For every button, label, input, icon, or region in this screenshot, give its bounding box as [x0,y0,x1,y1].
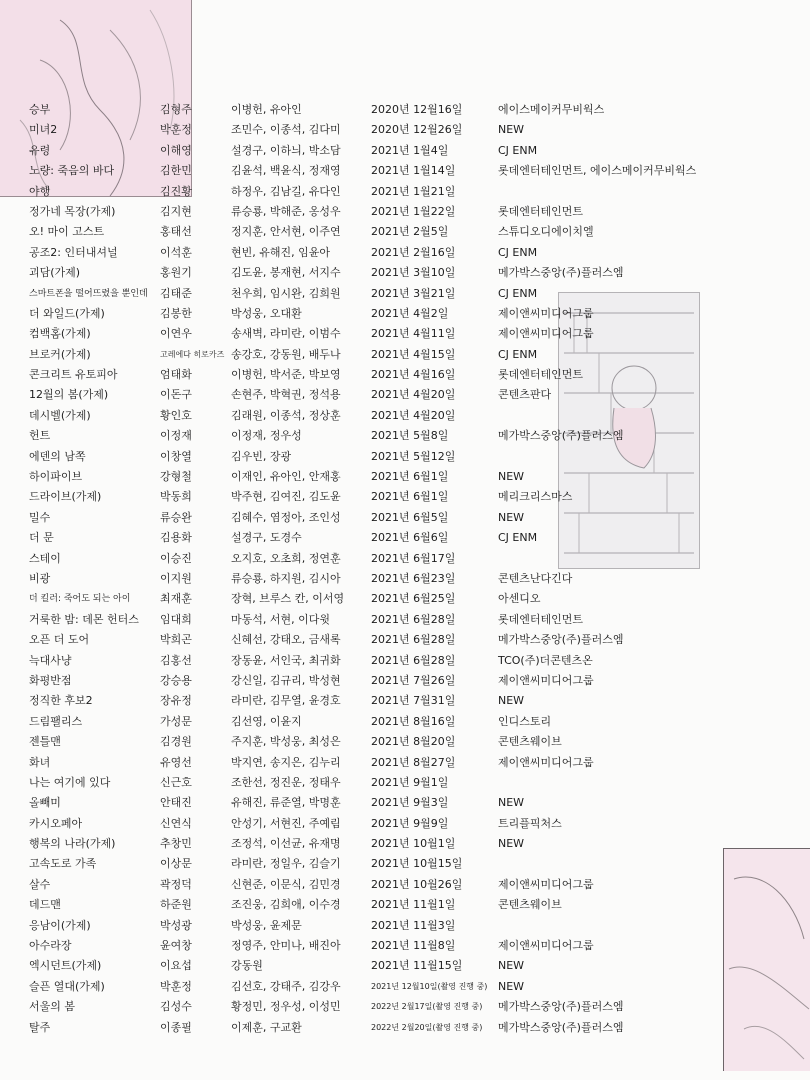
film-date: 2020년 12월26일 [371,123,463,137]
film-row [0,793,810,813]
film-director: 이상문 [160,857,192,871]
film-cast: 장혁, 브루스 칸, 이서영 [231,592,345,606]
film-cast: 유해진, 류준열, 박명훈 [231,796,341,810]
film-cast: 박성웅, 오대환 [231,306,302,320]
film-row [0,1018,810,1038]
film-title: 아수라장 [29,939,72,953]
film-title: 살수 [29,877,51,891]
film-row [0,916,810,936]
film-date: 2021년 2월16일 [371,245,456,259]
film-cast: 신혜선, 강태오, 금새록 [231,633,341,647]
film-row [0,732,810,752]
film-date: 2021년 4월2일 [371,306,449,320]
film-date: 2021년 3월10일 [371,266,456,280]
film-row [0,284,810,304]
film-distributor: CJ ENM [498,143,538,157]
film-row [0,610,810,630]
film-distributor: 콘텐츠웨이브 [498,898,562,912]
film-title: 젠틀맨 [29,735,61,749]
film-date: 2021년 9월1일 [371,775,449,789]
film-director: 곽정덕 [160,877,192,891]
film-director: 김한민 [160,164,192,178]
film-row [0,406,810,426]
film-row [0,508,810,528]
film-title: 미녀2 [29,123,58,137]
film-cast: 신현준, 이문식, 김민경 [231,877,341,891]
film-distributor: 트리플픽처스 [498,816,562,830]
film-row [0,345,810,365]
film-row [0,528,810,548]
film-date: 2021년 4월20일 [371,408,456,422]
film-director: 강승용 [160,673,192,687]
film-cast: 박성웅, 윤제문 [231,918,302,932]
film-director: 김홍선 [160,653,192,667]
film-row [0,385,810,405]
film-date: 2021년 8월16일 [371,714,456,728]
film-distributor: NEW [498,959,525,973]
film-title: 화평반점 [29,673,72,687]
film-distributor: 메가박스중앙(주)플러스엠 [498,633,624,647]
film-date: 2021년 10월1일 [371,837,456,851]
film-cast: 장동윤, 서인국, 최귀화 [231,653,341,667]
film-title: 고속도로 가족 [29,857,97,871]
film-title: 엑시던트(가제) [29,959,102,973]
film-title: 컴백홈(가제) [29,327,91,341]
film-row [0,263,810,283]
film-title: 야행 [29,184,51,198]
film-distributor: 콘텐츠판다 [498,388,552,402]
film-row [0,487,810,507]
film-director: 홍태선 [160,225,192,239]
film-cast: 천우희, 임시완, 김희원 [231,286,341,300]
film-director: 김태준 [160,286,192,300]
film-distributor: 인디스토리 [498,714,552,728]
film-title: 행복의 나라(가제) [29,837,116,851]
film-date: 2021년 9월3일 [371,796,449,810]
film-date: 2021년 2월5일 [371,225,449,239]
film-row [0,141,810,161]
film-title: 스마트폰을 떨어뜨렸을 뿐인데 [29,288,148,299]
film-cast: 이병헌, 유아인 [231,103,302,116]
film-date: 2021년 6월28일 [371,653,456,667]
film-date: 2021년 5월12일 [371,449,456,463]
film-date: 2021년 11월15일 [371,959,463,973]
film-director: 신근호 [160,775,192,789]
film-title: 밀수 [29,510,51,524]
film-row [0,426,810,446]
film-row [0,895,810,915]
film-cast: 황정민, 정우성, 이성민 [231,1000,341,1014]
film-title: 승부 [29,103,51,116]
film-title: 슬픈 열대(가제) [29,979,105,993]
film-row [0,161,810,181]
film-date: 2021년 1월22일 [371,204,456,218]
film-distributor: 콘텐츠웨이브 [498,735,562,749]
film-row [0,324,810,344]
film-cast: 김도윤, 봉재현, 서지수 [231,266,341,280]
film-director: 안태진 [160,796,192,810]
film-date: 2021년 11월1일 [371,898,456,912]
film-date: 2021년 8월27일 [371,755,456,769]
film-director: 이정재 [160,429,192,443]
film-title: 정직한 후보2 [29,694,93,708]
film-row [0,549,810,569]
film-date: 2021년 6월1일 [371,470,449,484]
film-title: 비광 [29,571,51,585]
film-distributor: 제이앤씨미디어그룹 [498,306,594,320]
film-date: 2021년 12월10일(촬영 진행 중) [371,981,488,991]
film-director: 박동희 [160,490,192,504]
film-distributor: 스튜디오디에이치엘 [498,225,594,239]
film-distributor: 롯데엔터테인먼트 [498,612,584,626]
film-row [0,854,810,874]
film-distributor: CJ ENM [498,531,538,545]
film-cast: 류승룡, 하지원, 김시아 [231,571,341,585]
film-title: 오픈 더 도어 [29,633,90,647]
film-distributor: 롯데엔터테인먼트 [498,204,584,218]
film-date: 2022년 2월17일(촬영 진행 중) [371,1002,483,1012]
film-row [0,100,810,120]
film-cast: 김선호, 강태주, 김강우 [231,979,341,993]
film-distributor: NEW [498,510,525,524]
film-director: 박성광 [160,918,192,932]
film-cast: 박주현, 김여진, 김도윤 [231,490,341,504]
film-director: 이지원 [160,571,192,585]
film-date: 2021년 1월21일 [371,184,456,198]
film-director: 이종필 [160,1020,192,1034]
film-title: 올빼미 [29,796,61,810]
film-director: 신연식 [160,816,192,830]
film-cast: 마동석, 서현, 이다윗 [231,612,330,626]
film-distributor: 아센디오 [498,592,541,606]
film-cast: 안성기, 서현진, 주예림 [231,816,341,830]
film-title: 데시벨(가제) [29,408,91,422]
film-title: 오! 마이 고스트 [29,225,105,239]
film-director: 임대희 [160,612,192,626]
film-row [0,589,810,609]
film-title: 정가네 목장(가제) [29,204,116,218]
film-title: 응남이(가제) [29,918,91,932]
film-cast: 이재인, 유아인, 안재홍 [231,470,341,484]
film-row [0,569,810,589]
film-row [0,120,810,140]
film-director: 이승진 [160,551,192,565]
film-director: 김봉한 [160,306,192,320]
film-distributor: CJ ENM [498,245,538,259]
film-cast: 정영주, 안미나, 배진아 [231,939,341,953]
film-distributor: NEW [498,979,525,993]
film-row [0,753,810,773]
film-row [0,814,810,834]
film-cast: 김선영, 이윤지 [231,714,302,728]
film-cast: 강동원 [231,959,263,973]
film-distributor: 제이앤씨미디어그룹 [498,755,594,769]
film-distributor: 롯데엔터테인먼트, 에이스메이커무비웍스 [498,164,697,178]
film-director: 최재훈 [160,592,192,606]
film-distributor: 메가박스중앙(주)플러스엠 [498,1000,624,1014]
film-date: 2021년 6월17일 [371,551,456,565]
film-distributor: TCO(주)더콘텐츠온 [498,653,593,667]
film-cast: 박지연, 송지은, 김누리 [231,755,341,769]
film-cast: 강신일, 김규리, 박성현 [231,673,341,687]
film-director: 장유정 [160,694,192,708]
film-distributor: 메가박스중앙(주)플러스엠 [498,429,624,443]
film-date: 2021년 5월8일 [371,429,449,443]
film-title: 카시오페아 [29,816,83,830]
film-director: 황인호 [160,408,192,422]
film-cast: 주지훈, 박성웅, 최성은 [231,735,341,749]
film-director: 이연우 [160,327,192,341]
film-title: 공조2: 인터내셔널 [29,245,118,259]
film-title: 괴담(가제) [29,266,81,280]
film-distributor: 제이앤씨미디어그룹 [498,673,594,687]
film-cast: 이정재, 정우성 [231,429,302,443]
film-director: 이해영 [160,143,192,157]
film-director: 김경원 [160,735,192,749]
film-cast: 정지훈, 안서현, 이주연 [231,225,341,239]
film-cast: 송강호, 강동원, 배두나 [231,347,341,361]
film-row [0,304,810,324]
film-title: 12월의 봄(가제) [29,388,109,402]
film-title: 드림팰리스 [29,714,83,728]
film-title: 더 문 [29,531,54,545]
film-cast: 송새벽, 라미란, 이범수 [231,327,341,341]
film-row [0,467,810,487]
film-date: 2021년 6월23일 [371,571,456,585]
film-row [0,671,810,691]
film-date: 2021년 4월11일 [371,327,456,341]
film-distributor: CJ ENM [498,347,538,361]
film-cast: 김래원, 이종석, 정상훈 [231,408,341,422]
film-cast: 조한선, 정진운, 정태우 [231,775,341,789]
film-date: 2021년 3월21일 [371,286,456,300]
film-distributor: 메가박스중앙(주)플러스엠 [498,266,624,280]
film-row [0,712,810,732]
film-director: 하준원 [160,898,192,912]
film-cast: 설경구, 이하늬, 박소담 [231,143,341,157]
film-release-list [0,100,810,1038]
film-date: 2021년 6월28일 [371,612,456,626]
film-title: 노량: 죽음의 바다 [29,164,115,178]
film-cast: 류승룡, 박해준, 옹성우 [231,204,341,218]
film-title: 브로커(가제) [29,347,91,361]
film-distributor: CJ ENM [498,286,538,300]
film-date: 2021년 7월31일 [371,694,456,708]
film-date: 2021년 6월6일 [371,531,449,545]
film-cast: 이병헌, 박서준, 박보영 [231,368,341,382]
film-director: 유영선 [160,755,192,769]
film-row [0,243,810,263]
film-title: 탈주 [29,1020,51,1034]
film-director: 김형주 [160,103,192,116]
film-director: 박훈정 [160,123,192,137]
film-date: 2021년 11월3일 [371,918,456,932]
film-row [0,691,810,711]
film-date: 2021년 10월26일 [371,877,463,891]
film-distributor: NEW [498,470,525,484]
film-row [0,222,810,242]
film-row [0,997,810,1017]
film-cast: 이제훈, 구교환 [231,1020,302,1034]
film-title: 더 와일드(가제) [29,306,105,320]
film-date: 2021년 1월4일 [371,143,449,157]
film-cast: 라미란, 정일우, 김슬기 [231,857,341,871]
film-date: 2021년 1월14일 [371,164,456,178]
film-director: 홍원기 [160,266,192,280]
film-row [0,875,810,895]
film-director: 강형철 [160,470,192,484]
film-director: 이요섭 [160,959,192,973]
film-cast: 현빈, 유해진, 임윤아 [231,245,330,259]
film-date: 2022년 2월20일(촬영 진행 중) [371,1022,483,1032]
film-distributor: 콘텐츠난다긴다 [498,571,573,585]
film-director: 김용화 [160,531,192,545]
film-cast: 하정우, 김남길, 유다인 [231,184,341,198]
film-title: 드라이브(가제) [29,490,102,504]
film-row [0,773,810,793]
film-director: 추창민 [160,837,192,851]
film-row [0,365,810,385]
film-date: 2021년 11월8일 [371,939,456,953]
film-row [0,182,810,202]
film-date: 2021년 6월1일 [371,490,449,504]
film-row [0,447,810,467]
film-date: 2021년 4월20일 [371,388,456,402]
film-distributor: 메리크리스마스 [498,490,573,504]
film-row [0,630,810,650]
film-distributor: 롯데엔터테인먼트 [498,368,584,382]
film-title: 하이파이브 [29,470,83,484]
film-row [0,202,810,222]
film-date: 2021년 4월15일 [371,347,456,361]
film-cast: 설경구, 도경수 [231,531,302,545]
film-director: 이석훈 [160,245,192,259]
film-date: 2021년 6월28일 [371,633,456,647]
film-cast: 손현주, 박혁권, 정석용 [231,388,341,402]
film-cast: 조진웅, 김희애, 이수경 [231,898,341,912]
film-distributor: 제이앤씨미디어그룹 [498,939,594,953]
film-director: 류승완 [160,510,192,524]
film-distributor: NEW [498,694,525,708]
film-date: 2021년 6월5일 [371,510,449,524]
film-row [0,936,810,956]
film-title: 더 킬러: 죽어도 되는 아이 [29,594,131,605]
film-title: 콘크리트 유토피아 [29,368,118,382]
film-director: 고레에다 히로카즈 [160,349,225,359]
film-director: 엄태화 [160,368,192,382]
film-director: 윤여창 [160,939,192,953]
film-cast: 김혜수, 염정아, 조인성 [231,510,341,524]
film-distributor: 제이앤씨미디어그룹 [498,877,594,891]
film-date: 2020년 12월16일 [371,103,463,116]
film-date: 2021년 4월16일 [371,368,456,382]
film-distributor: NEW [498,837,525,851]
film-director: 이돈구 [160,388,192,402]
film-director: 가성문 [160,714,192,728]
film-distributor: NEW [498,796,525,810]
film-director: 박훈정 [160,979,192,993]
film-director: 이창열 [160,449,192,463]
film-distributor: 메가박스중앙(주)플러스엠 [498,1020,624,1034]
film-title: 데드맨 [29,898,61,912]
film-title: 서울의 봄 [29,1000,76,1014]
film-title: 에덴의 남쪽 [29,449,86,463]
film-title: 거룩한 밤: 데몬 헌터스 [29,612,139,626]
film-title: 나는 여기에 있다 [29,775,111,789]
film-date: 2021년 6월25일 [371,592,456,606]
film-director: 김진황 [160,184,192,198]
film-distributor: 제이앤씨미디어그룹 [498,327,594,341]
film-cast: 조정석, 이선균, 유재명 [231,837,341,851]
film-date: 2021년 10월15일 [371,857,463,871]
film-director: 김지현 [160,204,192,218]
film-title: 유령 [29,143,51,157]
film-title: 화녀 [29,755,51,769]
film-row [0,834,810,854]
film-cast: 라미란, 김무열, 윤경호 [231,694,341,708]
film-row [0,651,810,671]
film-distributor: 에이스메이커무비웍스 [498,103,605,116]
film-date: 2021년 9월9일 [371,816,449,830]
film-row [0,977,810,997]
film-director: 박희곤 [160,633,192,647]
film-cast: 김윤석, 백윤식, 정재영 [231,164,341,178]
film-distributor: NEW [498,123,525,137]
film-date: 2021년 8월20일 [371,735,456,749]
film-title: 늑대사냥 [29,653,72,667]
film-title: 헌트 [29,429,51,443]
film-title: 스테이 [29,551,61,565]
film-director: 김성수 [160,1000,192,1014]
film-cast: 김우빈, 장광 [231,449,292,463]
film-cast: 조민수, 이종석, 김다미 [231,123,341,137]
film-row [0,956,810,976]
film-cast: 오지호, 오초희, 정연훈 [231,551,341,565]
film-date: 2021년 7월26일 [371,673,456,687]
